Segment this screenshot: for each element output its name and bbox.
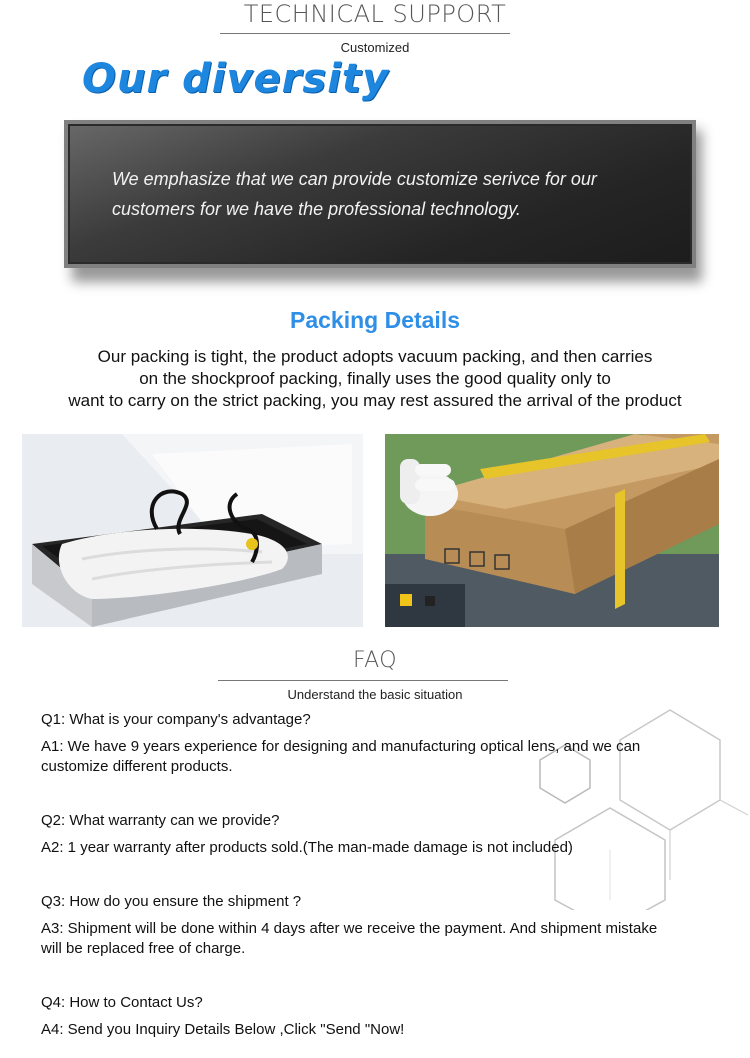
faq-answer-3	[41, 919, 721, 959]
faq-answer-1-line-1: A1: We have 9 years experience for designing and manufacturing optical lens, and we can	[41, 738, 641, 755]
diversity-banner-text	[112, 164, 672, 224]
packing-title: Packing Details	[289, 307, 461, 333]
technical-support-divider	[220, 33, 510, 34]
faq-answer-2: A2: 1 year warranty after products sold.(The man-made damage is not included)	[41, 839, 573, 856]
technical-support-title: TECHNICAL SUPPORT	[243, 0, 507, 28]
faq-subtitle: Understand the basic situation	[287, 687, 463, 702]
packing-line-3: want to carry on the strict packing, you may rest assured the arrival of the product	[68, 391, 682, 410]
packing-line-1: Our packing is tight, the product adopts vacuum packing, and then carries	[97, 347, 653, 366]
faq-answer-4: A4: Send you Inquiry Details Below ,Click "Send "Now!	[41, 1021, 405, 1038]
product-box-photo	[22, 434, 363, 627]
packing-description	[0, 346, 750, 412]
hexagon-decoration	[520, 700, 750, 910]
carton-packing-photo	[385, 434, 719, 627]
banner-line-1: We emphasize that we can provide customize serivce for our	[112, 169, 597, 189]
faq-question-2: Q2: What warranty can we provide?	[41, 812, 280, 829]
faq-question-1: Q1: What is your company's advantage?	[41, 711, 311, 728]
faq-title: FAQ	[352, 648, 398, 673]
faq-answer-1	[41, 737, 721, 777]
banner-line-2: customers for we have the professional technology.	[112, 199, 521, 219]
faq-answer-1-line-2: customize different products.	[41, 758, 233, 775]
faq-question-4: Q4: How to Contact Us?	[41, 994, 203, 1011]
faq-question-3: Q3: How do you ensure the shipment ?	[41, 893, 302, 910]
faq-answer-3-line-2: will be replaced free of charge.	[41, 940, 246, 957]
faq-divider	[218, 680, 508, 681]
faq-answer-3-line-1: A3: Shipment will be done within 4 days after we receive the payment. And shipment mistake	[41, 920, 658, 937]
packing-line-2: on the shockproof packing, finally uses the good quality only to	[139, 369, 611, 388]
diversity-heading: Our diversity	[82, 56, 390, 102]
technical-support-subtitle: Customized	[340, 40, 410, 55]
